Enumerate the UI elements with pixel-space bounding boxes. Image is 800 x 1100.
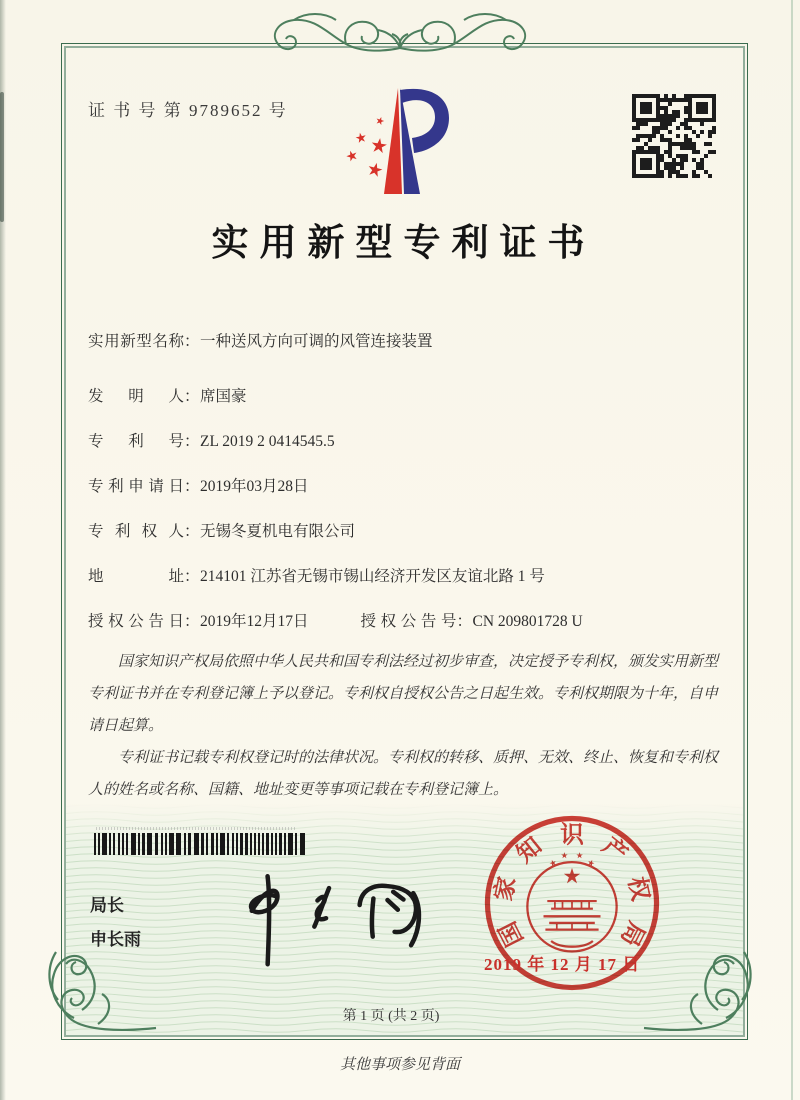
qr-code bbox=[632, 94, 716, 178]
field-label: 专利权人 bbox=[88, 523, 184, 540]
field-row-patent-no bbox=[88, 430, 718, 454]
seal-emblem bbox=[527, 852, 616, 951]
field-value: 214101 江苏省无锡市锡山经济开发区友谊北路 1 号 bbox=[200, 568, 545, 585]
field-row-filing-date bbox=[88, 475, 718, 499]
legal-paragraphs bbox=[88, 646, 718, 806]
scan-edge-right bbox=[791, 0, 793, 1100]
seal-text-char: 局 bbox=[615, 917, 650, 951]
legal-paragraph: 国家知识产权局依照中华人民共和国专利法经过初步审查，决定授予专利权，颁发实用新型专利证书并在专利登记簿上予以登记。专利权自授权公告之日起生效。专利权期限为十年，自申请日起算。 bbox=[88, 654, 719, 734]
back-note: 其他事项参见背面 bbox=[339, 1057, 460, 1073]
barcode bbox=[94, 833, 307, 855]
grant-date bbox=[88, 610, 309, 634]
seal-date: 2019 年 12 月 17 日 bbox=[484, 955, 641, 974]
seal-text-char: 国 bbox=[494, 917, 529, 951]
grant-number-value: CN 209801728 U bbox=[472, 613, 583, 630]
signer-title: 局长 bbox=[90, 896, 124, 915]
bottom-left-flourish-ornament bbox=[38, 940, 168, 1040]
signer-name: 申长雨 bbox=[90, 930, 141, 949]
field-row-address bbox=[88, 565, 718, 589]
colon: ： bbox=[184, 333, 200, 350]
seal-text-char: 产 bbox=[597, 832, 632, 869]
field-value: 一种送风方向可调的风管连接装置 bbox=[200, 333, 433, 350]
field-label: 授权公告号 bbox=[360, 613, 457, 630]
page-number: 第 1 页 (共 2 页) bbox=[342, 1009, 440, 1024]
seal-text-char: 家 bbox=[490, 874, 522, 904]
field-row-name bbox=[88, 330, 718, 354]
logo-red-spire bbox=[384, 88, 402, 194]
legal-paragraph: 专利证书记载专利权登记时的法律状况。专利权的转移、质押、无效、终止、恢复和专利权人的姓名或名称、国籍、地址变更等事项记载在专利登记簿上。 bbox=[88, 750, 719, 798]
colon: ： bbox=[184, 568, 200, 585]
field-value: 席国豪 bbox=[200, 388, 247, 405]
field-row-inventor bbox=[88, 385, 718, 409]
colon: ： bbox=[184, 433, 200, 450]
field-value: 2019年03月28日 bbox=[200, 478, 309, 495]
logo-stars bbox=[345, 116, 388, 178]
scan-edge-smudge bbox=[0, 92, 4, 222]
field-value: ZL 2019 2 0414545.5 bbox=[200, 433, 335, 450]
signature bbox=[222, 866, 447, 970]
seal-text-char: 识 bbox=[560, 822, 584, 849]
field-row-patentee bbox=[88, 520, 718, 544]
field-value: 无锡冬夏机电有限公司 bbox=[200, 523, 356, 540]
field-label: 专利申请日 bbox=[88, 478, 184, 495]
colon: ： bbox=[184, 613, 200, 630]
barcode-microtext bbox=[96, 827, 296, 830]
certificate-title: 实用新型专利证书 bbox=[211, 223, 596, 264]
certificate-number: 证 书 号 第 9789652 号 bbox=[88, 101, 288, 120]
colon: ： bbox=[184, 523, 200, 540]
colon: ： bbox=[456, 613, 473, 630]
field-label: 实用新型名称 bbox=[88, 333, 184, 350]
cnipa-logo bbox=[330, 84, 480, 204]
grant-row bbox=[88, 610, 718, 634]
field-label: 授权公告日 bbox=[88, 613, 184, 630]
field-label: 地址 bbox=[88, 568, 184, 585]
top-flourish-ornament bbox=[250, 8, 550, 62]
seal-text-char: 知 bbox=[512, 832, 547, 869]
seal-text-char: 权 bbox=[622, 874, 654, 904]
certificate-body bbox=[88, 330, 718, 806]
grant-date-value: 2019年12月17日 bbox=[200, 613, 309, 630]
colon: ： bbox=[184, 478, 200, 495]
colon: ： bbox=[184, 388, 200, 405]
grant-number bbox=[361, 610, 583, 634]
field-label: 专利号 bbox=[88, 433, 184, 450]
field-label: 发明人 bbox=[88, 388, 184, 405]
